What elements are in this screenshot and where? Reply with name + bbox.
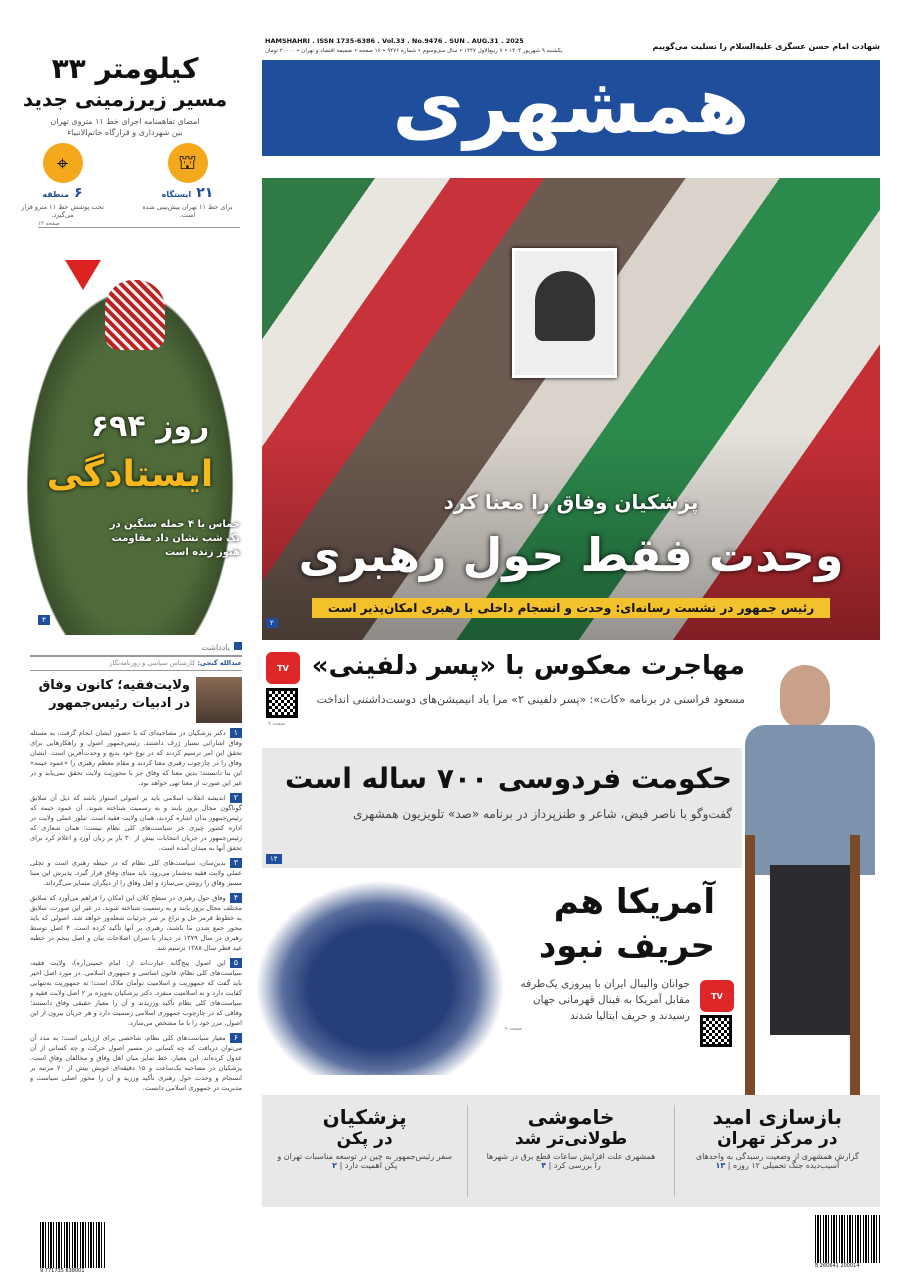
- editorial-paragraph: [30, 858, 242, 888]
- barcode-right: 8 260641 200014: [815, 1215, 880, 1273]
- metro-headline-1[interactable]: ۳۳ کیلومتر: [51, 52, 199, 85]
- editorial-paragraph: [30, 793, 242, 853]
- metro-story: [0, 52, 250, 257]
- page-ref: صفحه ۱۴: [38, 221, 240, 228]
- ferdowsi-story: [262, 748, 742, 868]
- red-triangle-icon: [65, 260, 101, 290]
- portrait-placard: [512, 248, 617, 378]
- paragraph-text: معیار سیاست‌های کلی نظام، شاخصی برای ارزیابی است؛ به مدد آن می‌توان دریافت که چه کسانی در مسیر اصول حرکت و چه کسانی از آن عدول کرده‌اند. این معیار، خط تمایز میان اهل وفاق و مخالفان وفاق است. پزشکیان در مصاحبه یک‌ساعت و ۱۵ دقیقه‌ای خویش بیش از ۲۰ مرتبه بر انسجام و وحدت حول رهبری تأکید ورزید و آن را محور اصلی سیاست و مدیریت در جمهوری اسلامی دانست.: [30, 1034, 242, 1092]
- ferdowsi-headline[interactable]: حکومت فردوسی ۷۰۰ ساله است: [285, 762, 732, 795]
- paragraph-text: وفاق حول رهبری در سطح کلان این امکان را فراهم می‌آورد که سلایق مختلف مجال بروز یابند و به رسمیت شناخته شوند. در غیر این صورت، سلایق به خطوط قرمز حل و نزاع بر سر جزئیات شعله‌ور خواهد شد. اصولی که باید محور جمع شدن ما باشند، رهبری بر آنها تأکید کرده است. ۴ اصل توسط رهبری در سال ۱۳۷۹ در دیدار با سران اصلاحات بیان و اصل پنجم در خطبه عید فطر سال ۱۳۸۸ ترسیم شد.: [30, 894, 242, 952]
- paragraph-number: ۵: [230, 958, 242, 968]
- tv-logo-icon: TV: [700, 980, 734, 1012]
- volleyball-team-photo: [255, 880, 505, 1075]
- page-ref: صفحه ۹: [505, 1026, 522, 1032]
- issue-meta-en: HAMSHAHRI . ISSN 1735-6386 . Vol.33 . No.9476 . SUN . AUG.31 . 2025: [265, 37, 524, 45]
- dolphin-sub: مسعود فراستی در برنامه «کات»: «پسر دلفینی ۲» مرا یاد انیمیشن‌های دوست‌داشتنی انداخت: [316, 693, 745, 706]
- paragraph-number: ۲: [230, 793, 242, 803]
- tv-logo-icon: TV: [266, 652, 300, 684]
- editorial-title-2[interactable]: در ادبیات رئیس‌جمهور: [49, 696, 190, 711]
- editorial-paragraph: [30, 893, 242, 953]
- paragraph-number: ۳: [230, 858, 242, 868]
- paragraph-text: اندیشه انقلاب اسلامی باید بر اصولی استوار باشد که ذیل آن سلایق گوناگون مجال بروز یابند و به رسمیت شناخته شوند. آن عمود خیمه که رئیس‌جمهور بدان اشاره کردند، همان ولایت فقیه است. تبلور عملی ولایت در اداره کشور چیزی جز سیاست‌های کلی نظام نیست؛ همان شعاری که رئیس‌جمهور در جریان انتخابات بیش از ۳۰ بار بر زبان آورد و اعلام کرد برای تحقق آنها به میدان آمده است.: [30, 794, 242, 852]
- page-ref: صفحه ۷: [268, 721, 285, 727]
- main-photo-rally: [262, 178, 880, 640]
- author-role: کارشناس سیاسی و روزنامه‌نگار: [109, 659, 196, 667]
- editorial: [30, 642, 242, 1093]
- page-badge: ۱۴: [266, 854, 282, 864]
- editorial-paragraph: [30, 728, 242, 788]
- bottom-story-2[interactable]: خاموشی طولانی‌تر شد همشهری علت افزایش ساعات قطع برق در شهرها را بررسی کرد | ۴: [467, 1105, 674, 1197]
- issue-meta-fa: یکشنبه ۹ شهریور ۱۴۰۴ • ۷ ربیع‌الاول ۱۴۴۷ • سال سی‌وسوم • شماره ۹۴۷۶ • ۱۶ صفحه • ضمیمه اقتصاد و تهران • ۲۰۰۰۰ تومان: [265, 48, 563, 54]
- qr-code[interactable]: [266, 688, 298, 718]
- paragraph-number: ۴: [230, 893, 242, 903]
- hamas-headline-1[interactable]: ۶۹۴ روز: [90, 409, 210, 444]
- bottom-story-3[interactable]: پزشکیان در پکن سفر رئیس‌جمهور به چین در توسعه مناسبات تهران و پکن اهمیت دارد | ۲: [277, 1105, 452, 1170]
- metro-sub: امضای تفاهمنامه اجرای خط ۱۱ متروی تهران بین شهرداری و قرارگاه خاتم‌الانبیاء: [50, 117, 200, 137]
- volleyball-headline-1[interactable]: آمریکا هم: [553, 882, 715, 922]
- metro-stat-stations: ⛫ ۲۱ ایستگاه برای خط ۱۱ تهران پیش‌بینی شده است.: [138, 143, 238, 219]
- dolphin-headline[interactable]: مهاجرت معکوس با «پسر دلفینی»: [311, 651, 745, 681]
- fighter-head: [105, 280, 165, 350]
- paragraph-text: این اصول پنج‌گانه عبارت‌اند از: امام خمینی(ره)، ولایت فقیه، سیاست‌های کلی نظام، قانون اساسی و جمهوری اسلامی. در مورد اصل اخیر باید گفت که جمهوریت و اسلامیت توأمان ملاک است؛ نه جمهوریت به‌تنهایی کفایت دارد و نه اسلامیت منفرد. دکتر پزشکیان به‌ویژه بر ۲ اصل ولایت فقیه و سیاست‌های کلی نظام تأکید ورزیدند و آن را معیار حقیقی وفاق دانستند؛ وفاقی که در چارچوب جمهوری اسلامی رسمیت دارد و هر جریان بیرون از این اصول، مرز خود را با ما مشخص می‌سازد.: [30, 959, 242, 1027]
- bottom-stories: [262, 1095, 880, 1207]
- logo-text: همشهری: [262, 60, 880, 152]
- hamas-headline-2[interactable]: ایستادگی: [46, 454, 214, 495]
- main-headline[interactable]: وحدت فقط حول رهبری: [298, 528, 844, 582]
- qr-code[interactable]: [700, 1015, 732, 1047]
- editorial-paragraph: [30, 1033, 242, 1093]
- tunnel-icon: ⛫: [168, 143, 208, 183]
- paragraph-text: بدین‌سان، سیاست‌های کلی نظام که در حیطه رهبری است و تجلی عملی ولایت فقیه به‌شمار می‌رود، باید مبنای وفاق قرار گیرد. پذیرش این مبنا مسیر وفاق را روشن می‌سازد و اهل وفاق را از دیگران متمایز می‌گرداند.: [30, 859, 242, 887]
- main-subhead: رئیس جمهور در نشست رسانه‌ای: وحدت و انسجام داخلی با رهبری امکان‌پذیر است: [312, 598, 830, 618]
- volleyball-sub: جوانان والیبال ایران با پیروزی یک‌طرفه مقابل آمریکا به فینال قهرمانی جهان رسیدند و حریف ایتالیا شدند: [520, 978, 690, 1022]
- barcode-left: 9 771735 638001: [40, 1222, 105, 1278]
- paragraph-text: دکتر پزشکیان در مصاحبه‌ای که با حضور ایشان انجام گرفت، به مسئله وفاق اشاراتی بسیار ژرف داشتند. رئیس‌جمهور اصول و راهکارهایی برای تحقق این امر ترسیم کردند که در نوع خود بدیع و وحدت‌آفرین است. ایشان وفاق را در چارچوب رهبری معنا کردند و مقام معظم رهبری را «عمود خیمه» این بنا دانستند؛ بدین معنا که وفاق جز با محوریت ولایت تحقق نمی‌یابد و در غیر این صورت از معنا تهی خواهد بود.: [30, 729, 242, 787]
- ferdowsi-sub: گفت‌وگو با ناصر فیض، شاعر و طنزپرداز در برنامه «صد» تلویزیون همشهری: [353, 807, 732, 821]
- nasser-feiz-photo: [730, 665, 880, 1095]
- author-name: عبدالله گنجی:: [197, 659, 242, 667]
- metro-headline-2[interactable]: مسیر زیرزمینی جدید: [22, 87, 228, 111]
- page-badge: ۳: [38, 615, 50, 625]
- masthead-logo: [262, 60, 880, 156]
- volleyball-story: [505, 880, 735, 1075]
- section-label: یادداشت: [201, 643, 230, 652]
- page-badge: ۲: [266, 618, 278, 628]
- hamas-sub: حماس با ۴ حمله سنگین در یک شب نشان داد مقاومت هنوز زنده است: [109, 519, 240, 558]
- bottom-story-1[interactable]: بازسازی امید در مرکز تهران گزارش همشهری از وضعیت رسیدگی به واحدهای آسیب‌دیده جنگ تحمیلی ۱۲ روزه | ۱۳: [695, 1105, 859, 1170]
- route-map-icon: ⌖: [43, 143, 83, 183]
- condolence-note: شهادت امام حسن عسگری علیه‌السلام را تسلیت می‌گوییم: [652, 42, 880, 51]
- metro-stat-districts: ⌖ ۶ منطقه تحت پوشش خط ۱۱ مترو قرار می‌گیرد.: [13, 143, 113, 219]
- main-kicker: پزشکیان وفاق را معنا کرد: [443, 490, 699, 514]
- editorial-title-1[interactable]: ولایت‌فقیه؛ کانون وفاق: [38, 678, 190, 693]
- author-photo: [196, 677, 242, 723]
- paragraph-number: ۶: [230, 1033, 242, 1043]
- volleyball-headline-2[interactable]: حریف نبود: [538, 926, 715, 966]
- paragraph-number: ۱: [230, 728, 242, 738]
- hamas-photo: [10, 260, 250, 635]
- editorial-paragraph: [30, 958, 242, 1028]
